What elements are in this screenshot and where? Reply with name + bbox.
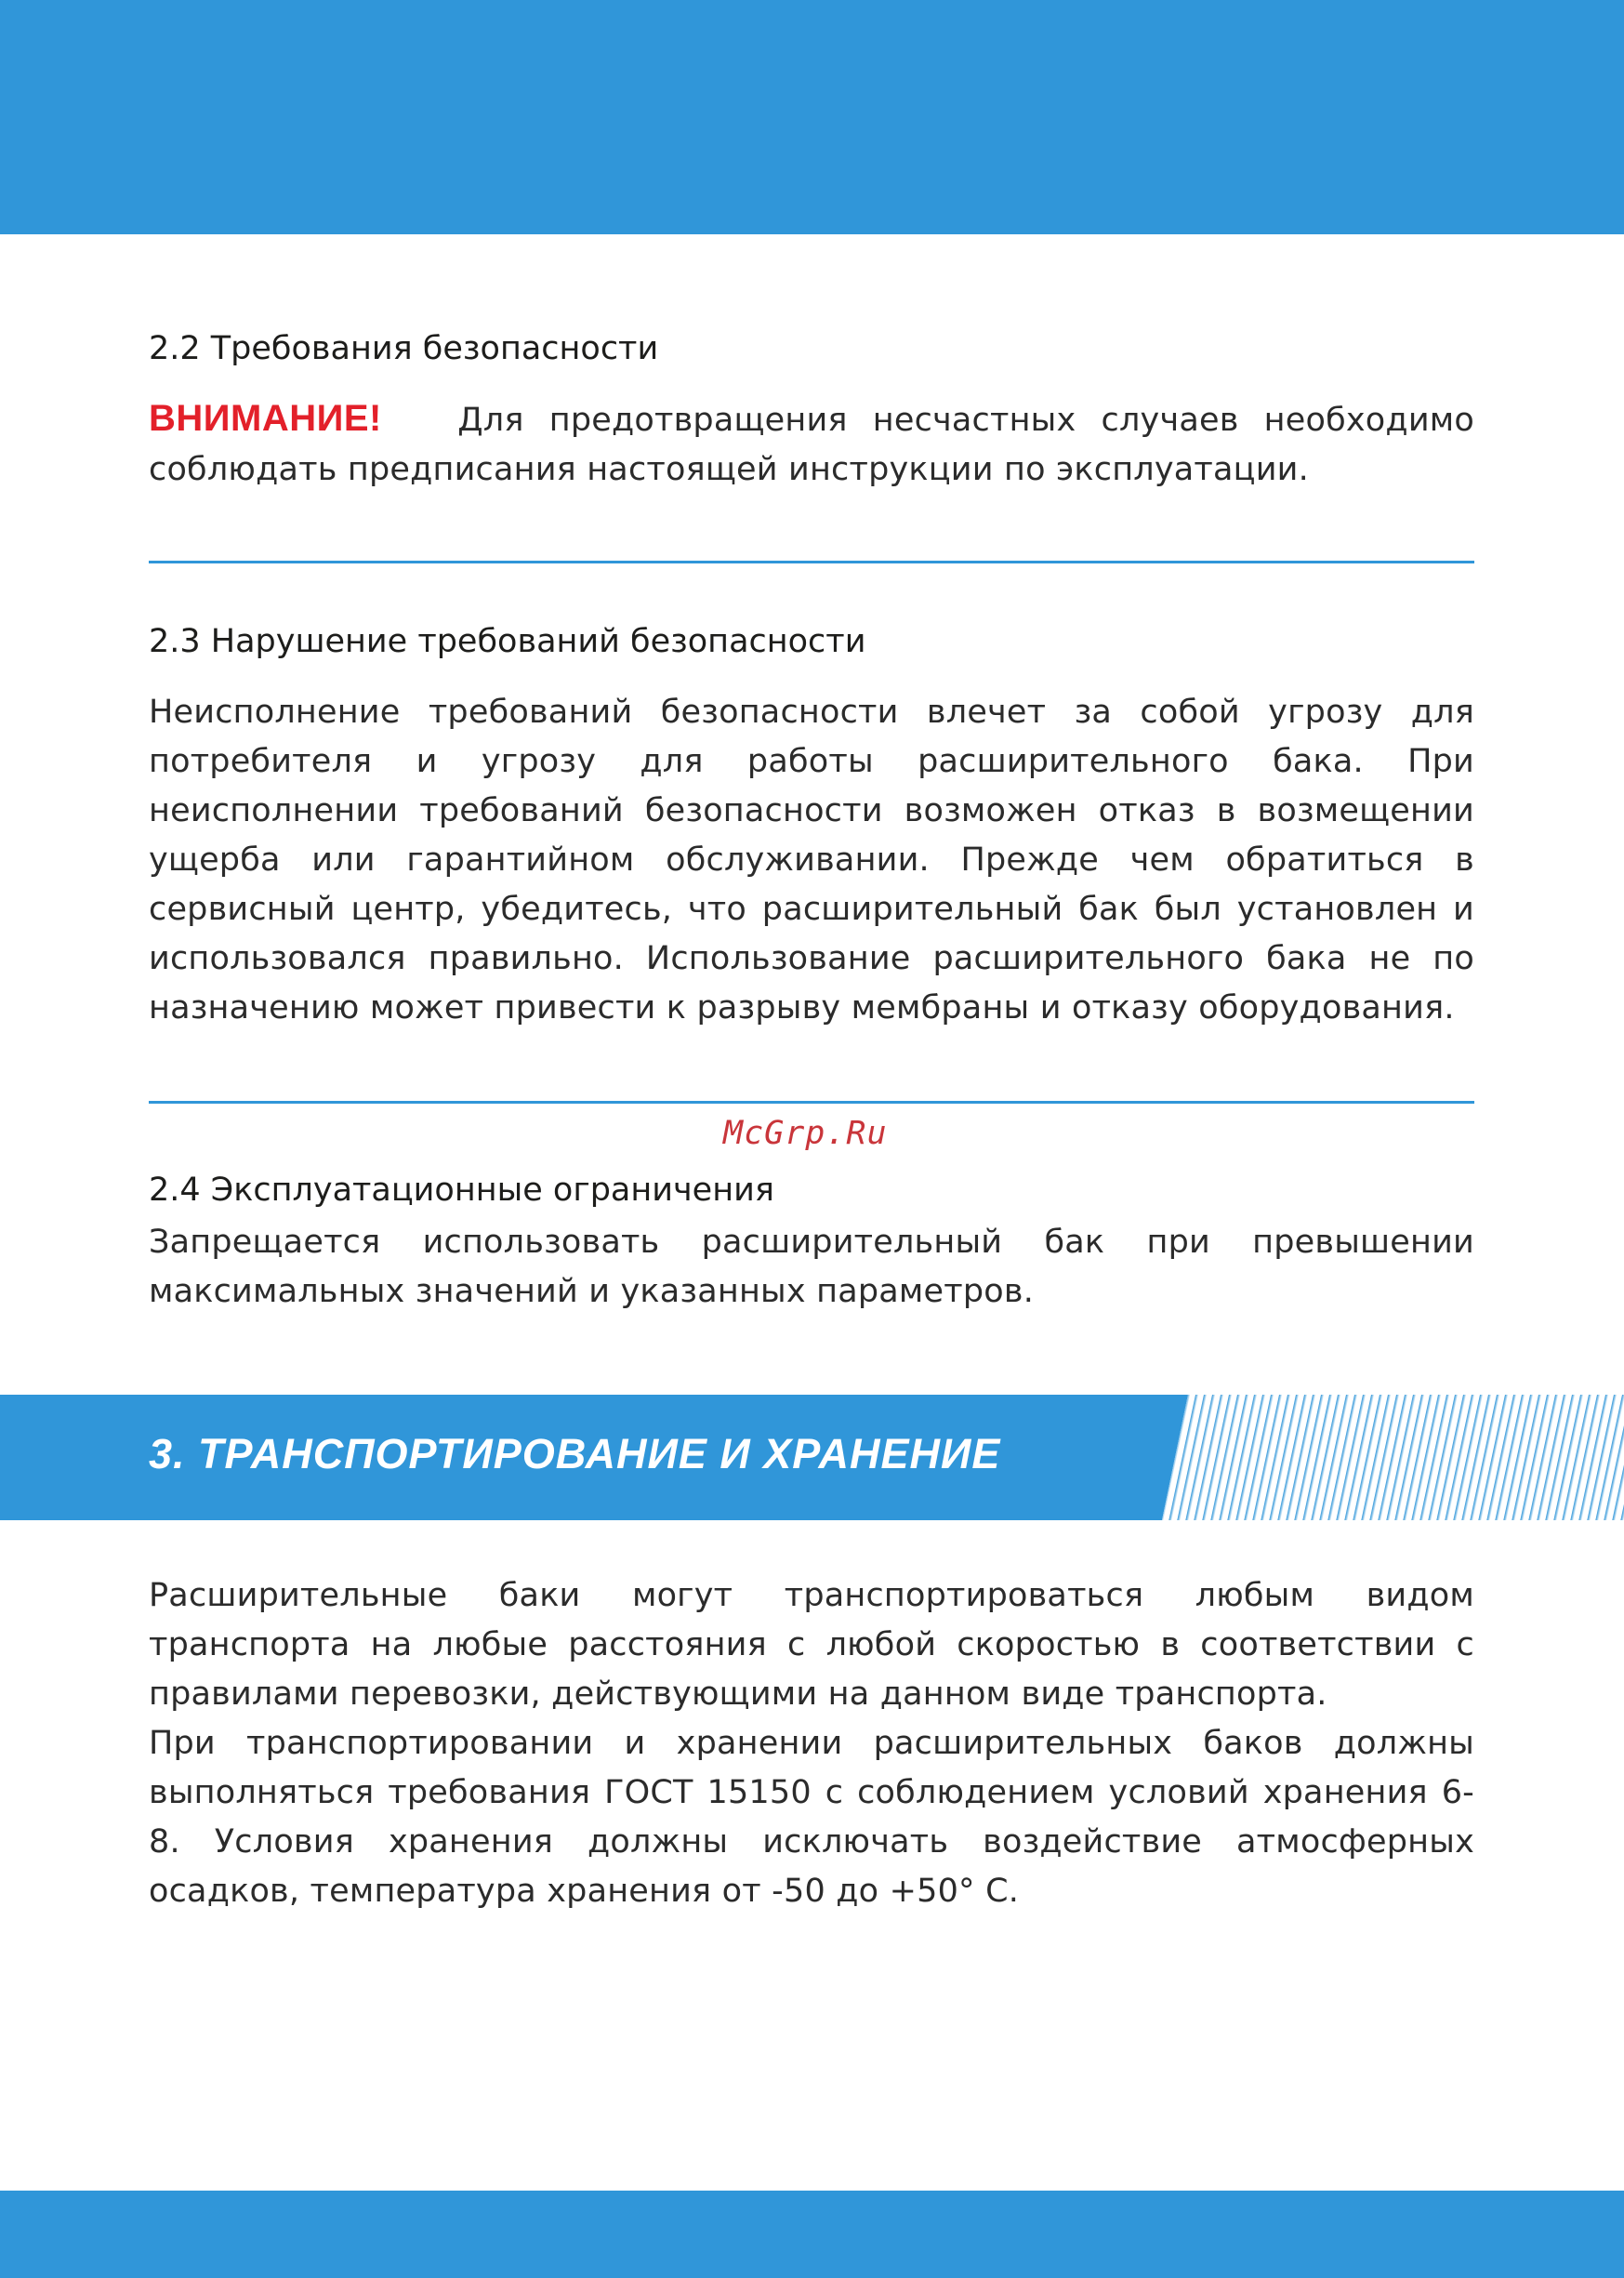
section-2-2-text [149,394,1474,495]
warning-label: ВНИМАНИЕ! [149,398,382,439]
section-3-paragraph-2: При транспортировании и хранении расширительных баков должны выполняться требования ГОСТ 15150 с соблюдением условий хранения 6-8. Условия хранения должны исключать воздействие атмосферных осадков, температура хранения от -50 до +50° С. [149,1725,1474,1910]
section-2-4-title: 2.4 Эксплуатационные ограничения [149,1172,774,1209]
banner-stripes-decoration [1162,1395,1624,1520]
divider-2 [149,1101,1474,1104]
section-2-3-title: 2.3 Нарушение требований безопасности [149,623,866,660]
section-3-paragraph-1: Расширительные баки могут транспортироваться любым видом транспорта на любые расстояния с любой скоростью в соответствии с правилами перевозки, действующими на данном виде транспорта. [149,1577,1474,1713]
divider-1 [149,561,1474,563]
header-band [0,0,1624,234]
section-2-4-text: Запрещается использовать расширительный бак при превышении максимальных значений и указанных параметров. [149,1224,1474,1310]
footer-band [0,2191,1624,2278]
watermark: McGrp.Ru [723,1115,888,1152]
section-2-2-title: 2.2 Требования безопасности [149,330,659,367]
section-2-3-text: Неисполнение требований безопасности влечет за собой угрозу для потребителя и угрозу для работы расширительного бака. При неисполнении требований безопасности возможен отказ в возмещении ущерба или гарантийном обслуживании. Прежде чем обратиться в сервисный центр, убедитесь, что расширительный бак был установлен и использовался правильно. Использование расширительного бака не по назначению может привести к разрыву мембраны и отказу оборудования. [149,694,1474,1026]
section-3-title: 3. ТРАНСПОРТИРОВАНИЕ И ХРАНЕНИЕ [149,1430,1001,1477]
section-2-2-body: Для предотвращения несчастных случаев необходимо соблюдать предписания настоящей инструкции по эксплуатации. [149,402,1474,488]
